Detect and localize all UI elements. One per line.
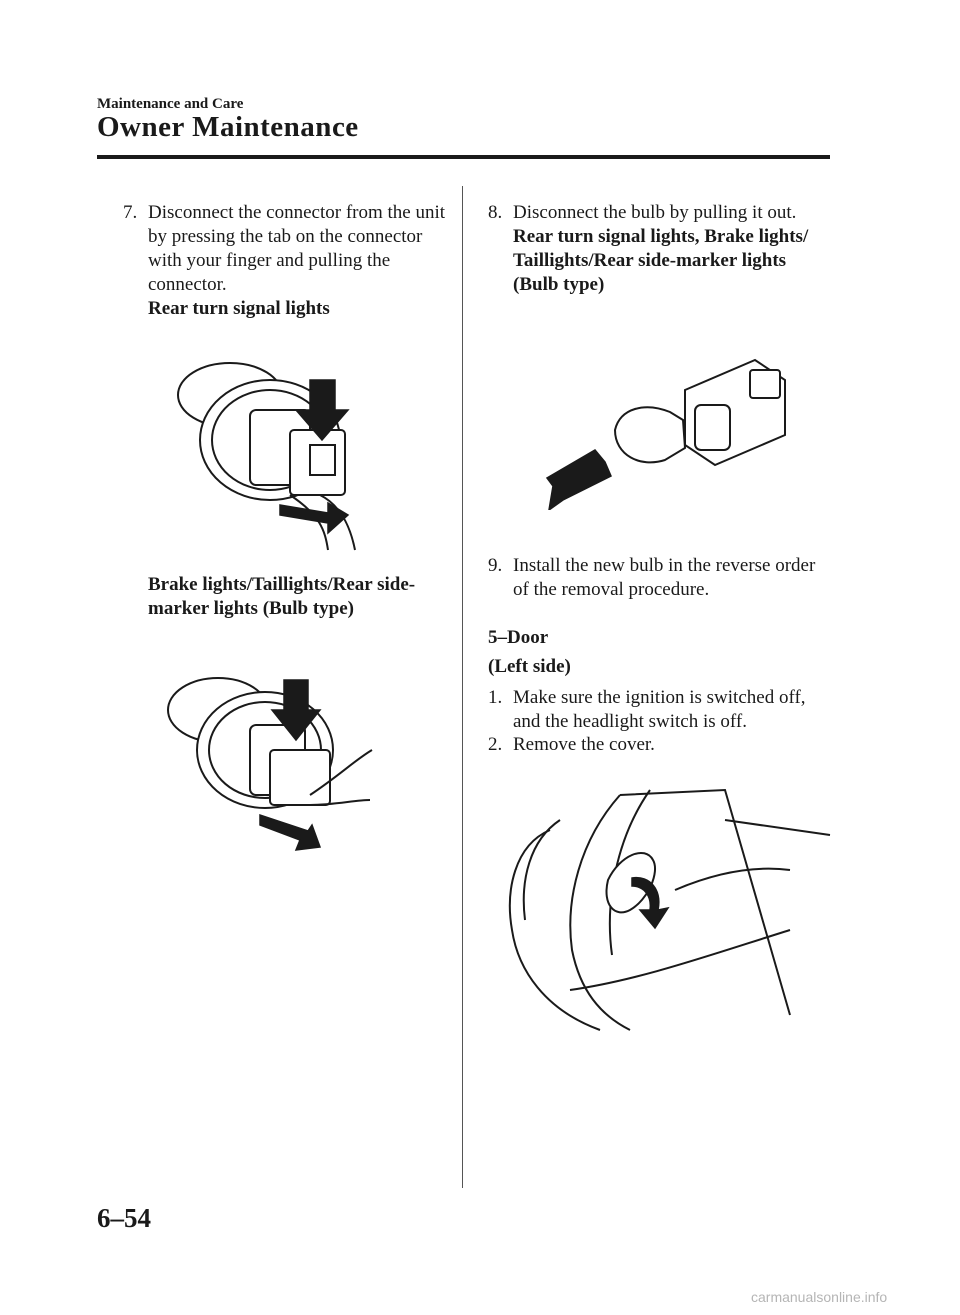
bulb-type-heading-line: (Bulb type)	[513, 274, 605, 295]
bulb-type-heading-line: Taillights/Rear side-marker lights	[513, 250, 787, 271]
step-text-line: Remove the cover.	[513, 734, 655, 755]
step-text-line: Install the new bulb in the reverse order	[513, 555, 816, 576]
step-8	[488, 201, 833, 297]
step-number: 9.	[488, 555, 503, 576]
title-rule	[97, 155, 830, 159]
step-text-line: Disconnect the connector from the unit	[148, 202, 446, 223]
label-line: Brake lights/Taillights/Rear side-	[148, 574, 416, 595]
pull-arrow-icon	[260, 815, 320, 850]
label-line: marker lights (Bulb type)	[148, 598, 355, 619]
brake-lights-connector-illustration	[160, 665, 375, 865]
section-label: Maintenance and Care	[97, 96, 244, 112]
step-number: 8.	[488, 202, 503, 223]
pull-arrow-icon	[280, 503, 348, 533]
step-number: 7.	[123, 202, 138, 223]
side-heading: (Left side)	[488, 656, 571, 677]
page-title: Owner Maintenance	[97, 111, 359, 143]
step-text-line: by pressing the tab on the connector	[148, 226, 423, 247]
bulb	[615, 407, 685, 462]
brake-lights-label	[148, 573, 415, 621]
rear-turn-signal-label: Rear turn signal lights	[148, 298, 330, 319]
step-7	[123, 201, 453, 321]
step-text-line: of the removal procedure.	[513, 579, 710, 600]
door-heading: 5–Door	[488, 627, 549, 648]
watermark: carmanualsonline.info	[751, 1289, 888, 1305]
step-text-line: connector.	[148, 274, 227, 295]
bulb-type-heading-line: Rear turn signal lights, Brake lights/	[513, 226, 809, 247]
page-number: 6–54	[97, 1203, 151, 1233]
step-text-line: Disconnect the bulb by pulling it out.	[513, 202, 797, 223]
column-divider	[462, 186, 463, 1188]
step-2	[488, 733, 833, 757]
bulb-removal-illustration	[545, 350, 790, 510]
pull-out-arrow-icon	[547, 450, 611, 510]
step-1	[488, 686, 833, 734]
step-number: 2.	[488, 734, 503, 755]
step-number: 1.	[488, 687, 503, 708]
remove-cover-illustration	[490, 780, 835, 1040]
step-text-line: Make sure the ignition is switched off,	[513, 687, 806, 708]
step-text-line: with your finger and pulling the	[148, 250, 391, 271]
step-text-line: and the headlight switch is off.	[513, 711, 747, 732]
rear-turn-connector-illustration	[170, 355, 370, 555]
step-9	[488, 554, 833, 602]
